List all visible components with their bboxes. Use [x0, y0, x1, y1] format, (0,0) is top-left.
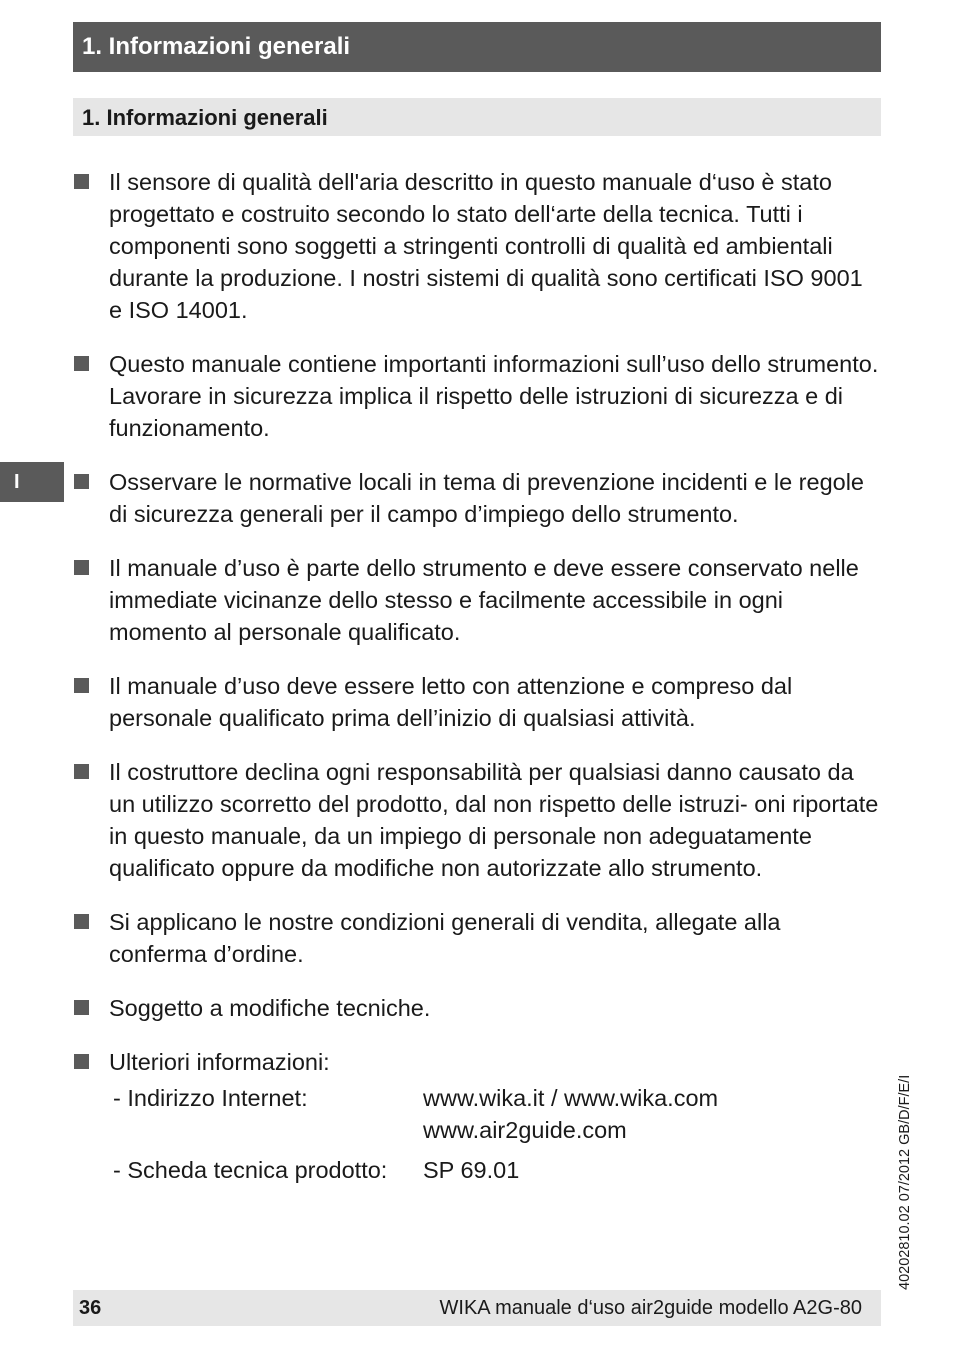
- list-item-text: Soggetto a modifiche tecniche.: [109, 995, 431, 1021]
- bullet-square-icon: [74, 1000, 89, 1015]
- list-item: [73, 906, 881, 970]
- section-title: 1. Informazioni generali: [82, 105, 328, 130]
- bullet-list: [73, 166, 881, 1208]
- bullet-square-icon: [74, 356, 89, 371]
- page-footer: [73, 1290, 881, 1326]
- table-row: [113, 1114, 718, 1146]
- info-value: www.air2guide.com: [423, 1117, 627, 1143]
- chapter-title: 1. Informazioni generali: [82, 33, 351, 60]
- page-number: 36: [79, 1296, 102, 1319]
- table-row: [113, 1146, 718, 1186]
- language-tab: [0, 462, 64, 502]
- list-item: [73, 552, 881, 648]
- info-label: [113, 1114, 423, 1146]
- bullet-square-icon: [74, 474, 89, 489]
- chapter-header: [73, 22, 881, 72]
- manual-title: WIKA manuale d‘uso air2guide modello A2G-80: [439, 1296, 862, 1319]
- list-item-text: Si applicano le nostre condizioni generali di vendita, allegate alla conferma d’ordine.: [109, 909, 781, 967]
- info-value: www.wika.it / www.wika.com: [423, 1085, 719, 1111]
- list-item-text: Osservare le normative locali in tema di prevenzione incidenti e le regole di sicurezza generali per il campo d’impiego dello strumento.: [109, 469, 864, 527]
- further-info-title: Ulteriori informazioni:: [109, 1049, 330, 1075]
- bullet-square-icon: [74, 174, 89, 189]
- info-label: - Scheda tecnica prodotto:: [113, 1157, 388, 1183]
- further-info-table: [113, 1082, 718, 1186]
- info-value: SP 69.01: [423, 1157, 520, 1183]
- list-item: [73, 992, 881, 1024]
- language-tab-label: I: [14, 471, 20, 493]
- info-label: - Indirizzo Internet:: [113, 1085, 308, 1111]
- list-item: [73, 166, 881, 326]
- bullet-square-icon: [74, 678, 89, 693]
- further-info-item: [73, 1046, 881, 1186]
- list-item: [73, 466, 881, 530]
- table-row: [113, 1082, 718, 1114]
- bullet-square-icon: [74, 560, 89, 575]
- list-item: [73, 756, 881, 884]
- list-item-text: Questo manuale contiene importanti informazioni sull’uso dello strumento. Lavorare in sicurezza implica il rispetto delle istruzioni di sicurezza e di funzionamento.: [109, 351, 879, 441]
- bullet-square-icon: [74, 764, 89, 779]
- list-item-text: Il manuale d’uso è parte dello strumento e deve essere conservato nelle immediate vicinanze dello stesso e facilmente accessibile in ogni momento al personale qualificato.: [109, 555, 859, 645]
- list-item: [73, 670, 881, 734]
- bullet-square-icon: [74, 914, 89, 929]
- section-header: [73, 98, 881, 136]
- list-item-text: Il sensore di qualità dell'aria descritto in questo manuale d‘uso è stato progettato e costruito secondo lo stato dell‘arte della tecnica. Tutti i componenti sono soggetti a stringenti controlli di qualità ed ambientali durante la produzione. I nostri sistemi di qualità sono certificati ISO 9001 e ISO 14001.: [109, 169, 863, 323]
- document-reference: 40202810.02 07/2012 GB/D/F/E/I: [897, 1074, 913, 1290]
- list-item-text: Il manuale d’uso deve essere letto con attenzione e compreso dal personale qualificato prima dell’inizio di qualsiasi attività.: [109, 673, 793, 731]
- bullet-square-icon: [74, 1054, 89, 1069]
- list-item-text: Il costruttore declina ogni responsabilità per qualsiasi danno causato da un utilizzo scorretto del prodotto, dal non rispetto delle istruzi- oni riportate in questo manuale, da un impiego di personale non adeguatamente qualificato oppure da modifiche non autorizzate allo strumento.: [109, 759, 879, 881]
- list-item: [73, 348, 881, 444]
